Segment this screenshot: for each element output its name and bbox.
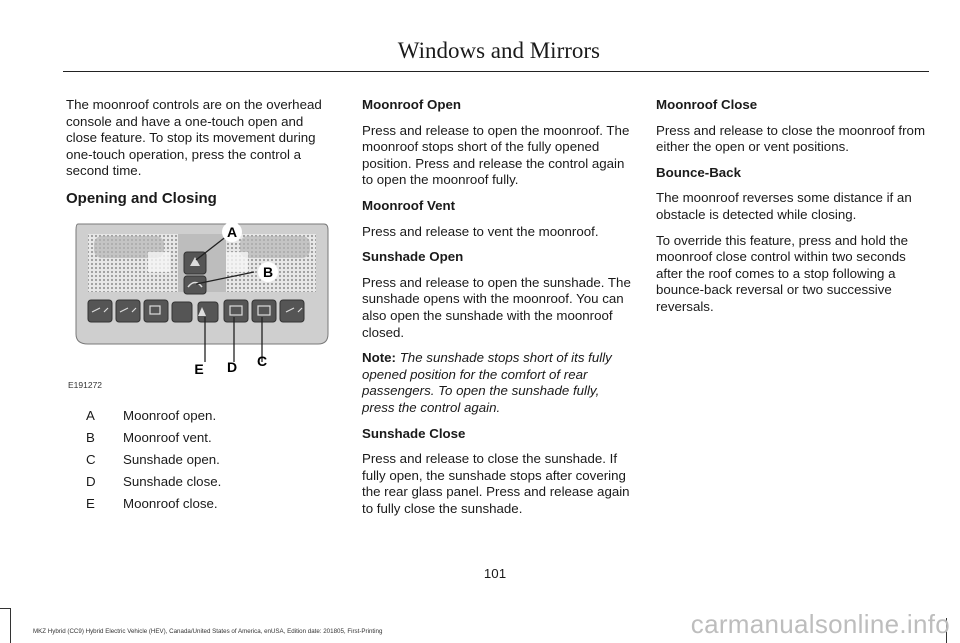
figure-code: E191272 <box>68 380 103 390</box>
legend-text: Sunshade open. <box>123 451 220 467</box>
overhead-console-figure <box>66 222 338 392</box>
footer-text: MKZ Hybrid (CC9) Hybrid Electric Vehicle (HEV), Canada/United States of America, enUSA, Edition date: 201805, First-Printing <box>33 628 383 635</box>
moonroof-close-text: Press and release to close the moonroof from either the open or vent positions. <box>656 122 926 155</box>
callout-c: C <box>256 353 268 369</box>
bounce-back-text: The moonroof reverses some distance if an obstacle is detected while closing. <box>656 190 912 222</box>
moonroof-close-heading: Moonroof Close <box>656 97 758 112</box>
crop-mark-left-horizontal <box>0 608 10 609</box>
legend-key: C <box>86 451 96 467</box>
legend-text: Moonroof open. <box>123 407 217 423</box>
legend-key: E <box>86 495 95 511</box>
bounce-back-heading: Bounce-Back <box>656 164 741 180</box>
legend-item <box>66 470 338 492</box>
sunshade-close-heading: Sunshade Close <box>362 425 466 441</box>
intro-paragraph: The moonroof controls are on the overhead console and have a one-touch open and close feature. To stop its movement during one-touch operation, press the control a second time. <box>66 97 322 179</box>
crop-mark-left-vertical <box>10 608 11 643</box>
note-text: The sunshade stops short of its fully opened position for the comfort of rear passengers. To open the sunshade fully, press the control again. <box>362 350 612 415</box>
legend-key: D <box>86 473 96 489</box>
page-number: 101 <box>483 566 507 581</box>
note-paragraph <box>362 350 634 416</box>
moonroof-vent-heading: Moonroof Vent <box>362 197 456 213</box>
section-title: Opening and Closing <box>66 189 217 207</box>
sunshade-open-text: Press and release to open the sunshade. The sunshade opens with the moonroof. You can also open the sunshade with the moonroof closed. <box>362 274 631 340</box>
svg-text:A: A <box>226 224 238 240</box>
callout-d: D <box>226 359 238 375</box>
watermark-logo: carmanualsonline.info <box>690 609 950 639</box>
legend-item <box>66 448 338 470</box>
callout-e: E <box>194 361 204 377</box>
legend-text: Moonroof vent. <box>123 429 212 445</box>
legend-text: Moonroof close. <box>123 495 218 511</box>
moonroof-open-heading: Moonroof Open <box>362 97 461 112</box>
legend-item <box>66 492 338 514</box>
override-text: To override this feature, press and hold the moonroof close control within two seconds after the roof comes to a stop following a bounce-back reversal or two successive reversals. <box>656 232 909 314</box>
legend-key: B <box>86 429 95 445</box>
column-2 <box>362 97 634 526</box>
column-3 <box>656 97 928 325</box>
page-header-title: Windows and Mirrors <box>397 38 600 63</box>
moonroof-vent-button[interactable] <box>184 276 206 294</box>
moonroof-open-text: Press and release to open the moonroof. The moonroof stops short of the fully opened position. Press and release the control again to open the moonroof fully. <box>362 122 630 188</box>
moonroof-vent-text: Press and release to vent the moonroof. <box>362 223 599 239</box>
legend-text: Sunshade close. <box>123 473 222 489</box>
callout-a <box>222 222 242 242</box>
column-1 <box>66 97 338 208</box>
callout-b <box>258 262 278 282</box>
header-rule <box>63 71 929 72</box>
note-label: Note: <box>362 350 396 366</box>
legend-item <box>66 404 338 426</box>
legend-item <box>66 426 338 448</box>
sunshade-open-heading: Sunshade Open <box>362 249 464 265</box>
svg-text:B: B <box>262 264 274 280</box>
legend-key: A <box>86 407 95 423</box>
legend-list <box>66 404 338 514</box>
sunshade-close-text: Press and release to close the sunshade. If fully open, the sunshade stops after covering the rear glass panel. Press and release again to fully close the sunshade. <box>362 451 630 516</box>
